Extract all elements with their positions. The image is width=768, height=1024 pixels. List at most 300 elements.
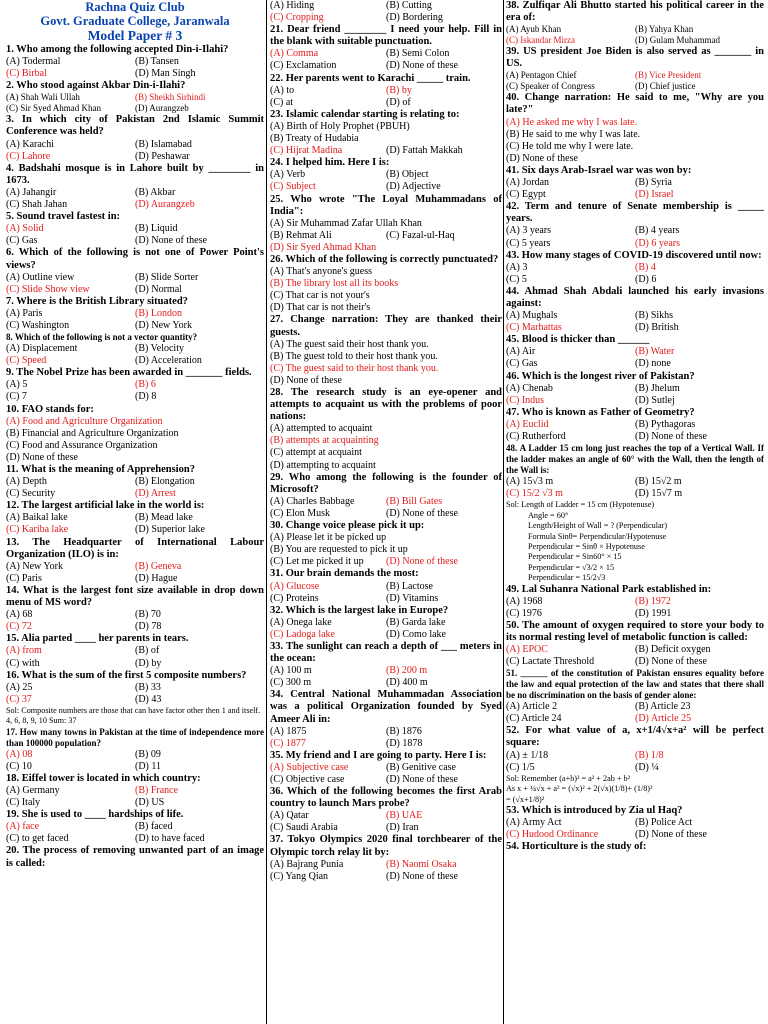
option: (B) Financial and Agriculture Organization	[6, 427, 179, 439]
options-grid	[506, 644, 764, 668]
correct-option: (C) Iskandar Mirza	[506, 35, 575, 46]
question-text: 49. Lal Suhanra National Park established in:	[506, 583, 712, 595]
options-grid	[6, 379, 264, 403]
option: (A) Karachi	[6, 138, 55, 150]
option: (B) Mead lake	[135, 512, 193, 524]
option: (C) Exclamation	[270, 60, 337, 72]
question-block	[270, 641, 502, 689]
option: (D) Vitamins	[386, 592, 439, 604]
correct-option: (D) Aurangzeb	[135, 199, 195, 211]
correct-option: (B) Water	[635, 346, 675, 358]
question-text: 18. Eiffel tower is located in which country:	[6, 772, 201, 784]
question-block	[6, 809, 264, 845]
option: (D) 1878	[386, 737, 423, 749]
options-grid	[6, 645, 264, 669]
option: (D) Hague	[135, 572, 178, 584]
option: (B) 15√2 m	[635, 476, 682, 488]
option: (C) Italy	[6, 797, 41, 809]
option: (B) Syria	[635, 177, 672, 189]
question-block	[6, 464, 264, 500]
option: (D) None of these	[270, 374, 342, 386]
option: (D) none	[635, 358, 671, 370]
options-grid	[270, 218, 502, 254]
correct-option: (A) from	[6, 645, 42, 657]
option: (D) None of these	[386, 774, 458, 785]
question-block	[6, 773, 264, 809]
solution-line: Length/Height of Wall = ? (Perpendicular)	[528, 521, 668, 531]
solution-line: = (√x+1/8)²	[506, 794, 545, 804]
question-text: 51. ______ of the constitution of Pakistan ensures equality before the law and equal protection of the law and states that there shall be no discrimination on the basis of gender alone:	[506, 668, 764, 701]
option: (D) British	[635, 322, 679, 334]
option: (A) That's anyone's guess	[270, 266, 373, 278]
question-block	[6, 114, 264, 162]
option: (D) 8	[135, 391, 157, 403]
question-text: 9. The Nobel Prize has been awarded in _______ fields.	[6, 367, 252, 379]
solution-line: Sol: Composite numbers are those that can have factor other then 1 and itself.	[6, 705, 261, 715]
option: (C) Sir Syed Ahmad Khan	[6, 103, 101, 114]
correct-option: (C) Marhattas	[506, 322, 562, 334]
question-text: 11. What is the meaning of Apprehension?	[6, 464, 195, 475]
options-grid	[6, 223, 264, 247]
options-grid	[270, 423, 502, 471]
question-block	[506, 92, 764, 165]
options-grid	[6, 609, 264, 633]
option: (D) None of these	[635, 829, 707, 841]
question-block	[6, 211, 264, 247]
options-grid	[270, 169, 502, 193]
options-grid	[6, 92, 264, 114]
question-text: 30. Change voice please pick it up:	[270, 520, 425, 532]
question-block	[506, 407, 764, 443]
option: (C) 1/5	[506, 761, 535, 773]
option: (A) 3	[506, 261, 528, 273]
correct-option: (C) Hudood Ordinance	[506, 829, 599, 841]
option: (C) attempt at acquaint	[270, 447, 362, 459]
question-text: 24. I helped him. Here I is:	[270, 157, 390, 169]
option: (B) Article 23	[635, 701, 691, 713]
option: (C) Proteins	[270, 592, 319, 604]
question-text: 38. Zulfiqar Ali Bhutto started his political career in the era of:	[506, 0, 764, 24]
option: (B) You are requested to pick it up	[270, 544, 408, 556]
question-block	[270, 568, 502, 604]
solution-line: Angle = 60°	[528, 510, 569, 520]
option: (D) Fattah Makkah	[386, 145, 463, 157]
correct-option: (B) 200 m	[386, 665, 428, 677]
question-text: 36. Which of the following becomes the first Arab country to launch Mars probe?	[270, 786, 502, 810]
question-text: 4. Badshahi mosque is in Lahore built by ________ in 1673.	[6, 162, 264, 186]
correct-option: (B) 6	[135, 379, 156, 391]
option: (A) ± 1/18	[506, 749, 549, 761]
correct-option: (B) by	[386, 84, 412, 96]
options-grid	[506, 262, 764, 286]
question-text: 33. The sunlight can reach a depth of ___ meters in the ocean:	[270, 640, 502, 665]
question-block	[6, 585, 264, 633]
option: (D) to have faced	[135, 833, 205, 845]
question-text: 6. Which of the following is not one of Power Point's views?	[6, 247, 264, 271]
question-block	[6, 537, 264, 585]
option: (D) 400 m	[386, 677, 428, 689]
question-block	[270, 834, 502, 882]
correct-option: (B) Sheikh Sirhindi	[135, 92, 206, 103]
option: (B) Genitive case	[386, 761, 456, 773]
options-grid	[6, 416, 264, 464]
correct-option: (D) Israel	[635, 189, 674, 201]
question-text: 45. Blood is thicker than ______	[506, 334, 650, 346]
question-block	[506, 725, 764, 805]
option: (A) Bajrang Punia	[270, 858, 344, 870]
option: (C) Gas	[6, 235, 38, 247]
option: (C) Washington	[6, 319, 70, 331]
correct-option: (A) Comma	[270, 48, 319, 60]
question-block	[506, 250, 764, 286]
option: (A) Germany	[6, 784, 60, 796]
option: (D) Gulam Muhammad	[635, 35, 720, 46]
question-block	[270, 24, 502, 72]
correct-option: (C) Kariba lake	[6, 524, 69, 536]
questions-col-1	[6, 44, 264, 870]
question-text: 25. Who wrote "The Loyal Muhammadans of India":	[270, 193, 502, 217]
correct-option: (B) Geneva	[135, 560, 182, 572]
question-block	[270, 387, 502, 472]
option: (B) 70	[135, 609, 161, 621]
option: (A) Army Act	[506, 817, 562, 829]
question-block	[6, 500, 264, 536]
question-text: 39. US president Joe Biden is also served as _______ in US.	[506, 46, 764, 70]
option: (C) Food and Assurance Organization	[6, 439, 158, 451]
solution-line: Perpendicular = 15/2√3	[528, 573, 606, 583]
correct-option: (C) Slide Show view	[6, 283, 90, 295]
question-text: 54. Horticulture is the study of:	[506, 841, 647, 853]
solution-line: Perpendicular = Sinθ × Hypotenuse	[528, 541, 645, 551]
question-block	[6, 296, 264, 332]
option: (A) Onega lake	[270, 616, 332, 628]
option: (A) Mughals	[506, 310, 558, 322]
option: (B) Islamabad	[135, 138, 192, 150]
option: (B) Tansen	[135, 56, 179, 68]
option: (A) to	[270, 84, 295, 96]
option: (A) Shah Wali Ullah	[6, 92, 80, 103]
question-text: 8. Which of the following is not a vector quantity?	[6, 332, 198, 343]
question-text: 48. A Ladder 15 cm long just reaches the top of a Vertical Wall. If the ladder makes an angle of 60° with the Wall, then the length of the Wall is:	[506, 443, 764, 476]
option: (B) Sikhs	[635, 310, 674, 322]
correct-option: (C) The guest said to their host thank you.	[270, 362, 439, 374]
question-block	[270, 520, 502, 568]
options-grid	[270, 726, 502, 750]
option: (B) Slide Sorter	[135, 271, 199, 283]
question-text: 29. Who among the following is the founder of Microsoft?	[270, 471, 502, 495]
correct-option: (D) Arrest	[135, 488, 176, 500]
option: (C) Speaker of Congress	[506, 81, 595, 92]
option: (D) New York	[135, 319, 192, 331]
correct-option: (C) Lahore	[6, 150, 51, 162]
option: (C) Gas	[506, 358, 538, 370]
options-grid	[270, 617, 502, 641]
question-text: 7. Where is the British Library situated?	[6, 295, 188, 307]
correct-option: (B) 1/8	[635, 749, 664, 761]
options-grid	[6, 821, 264, 845]
options-grid	[6, 56, 264, 80]
options-grid	[270, 532, 502, 568]
solution-line: Perpendicular = Sin60° × 15	[528, 552, 622, 562]
option: (D) Peshawar	[135, 150, 190, 162]
question-block	[6, 247, 264, 295]
correct-option: (D) None of these	[386, 556, 458, 568]
correct-option: (B) The library lost all its books	[270, 278, 399, 290]
options-grid	[6, 187, 264, 211]
paper-title: Model Paper # 3	[87, 28, 183, 43]
club-name: Rachna Quiz Club	[85, 0, 185, 14]
option: (C) 5 years	[506, 237, 551, 249]
question-block	[506, 805, 764, 841]
options-grid	[270, 339, 502, 387]
option: (B) Object	[386, 169, 429, 181]
column-2	[270, 0, 502, 1024]
question-block	[506, 584, 764, 620]
options-grid	[506, 476, 764, 500]
option: (B) Yahya Khan	[635, 24, 694, 35]
option: (A) Qatar	[270, 810, 309, 822]
correct-option: (A) EPOC	[506, 644, 548, 655]
option: (D) None of these	[506, 152, 578, 164]
options-grid	[506, 596, 764, 620]
option: (B) Pythagoras	[635, 418, 696, 430]
option: (A) Todermal	[6, 56, 61, 68]
option: (C) Elon Musk	[270, 507, 330, 519]
options-grid	[506, 383, 764, 407]
question-text: 34. Central National Muhammadan Association was a political Organization founded by Syed Ameer Ali in:	[270, 689, 502, 725]
question-block	[270, 605, 502, 641]
options-grid	[6, 343, 264, 367]
option: (B) Treaty of Hudabia	[270, 133, 359, 145]
question-text: 16. What is the sum of the first 5 composite numbers?	[6, 669, 247, 681]
correct-option: (A) Solid	[6, 223, 44, 235]
option: (D) of	[386, 96, 411, 108]
question-block	[270, 109, 502, 157]
correct-option: (C) Speed	[6, 355, 47, 367]
option: (A) Jordan	[506, 177, 550, 189]
college-name: Govt. Graduate College, Jaranwala	[40, 14, 230, 28]
option: (A) New York	[6, 560, 63, 572]
options-grid	[6, 272, 264, 296]
option: (D) None of these	[386, 60, 458, 72]
correct-option: (C) 72	[6, 621, 32, 633]
question-block	[6, 80, 264, 114]
question-text: 13. The Headquarter of International Labour Organization (ILO) is in:	[6, 536, 264, 560]
option: (A) Sir Muhammad Zafar Ullah Khan	[270, 217, 422, 229]
option: (C) 300 m	[270, 677, 312, 689]
option: (A) 15√3 m	[506, 476, 554, 488]
question-block	[270, 157, 502, 193]
correct-option: (D) Article 25	[635, 713, 692, 725]
options-grid	[270, 85, 502, 109]
correct-option: (A) Euclid	[506, 418, 549, 430]
option: (D) None of these	[135, 235, 207, 247]
option: (A) Charles Babbage	[270, 495, 355, 507]
options-grid	[270, 48, 502, 72]
option: (A) Birth of Holy Prophet (PBUH)	[270, 120, 410, 132]
option: (B) 09	[135, 748, 161, 760]
option: (D) Como lake	[386, 628, 446, 640]
option: (D) That car is not their's	[270, 302, 371, 314]
correct-option: (B) 1972	[635, 595, 671, 607]
correct-option: (D) 6 years	[635, 237, 680, 249]
option: (C) 7	[6, 391, 27, 403]
question-text: 43. How many stages of COVID-19 discovered until now:	[506, 249, 762, 261]
solution-line: Sol: Remember (a+b)² = a² + 2ab + b²	[506, 773, 631, 783]
option: (A) Chenab	[506, 382, 553, 394]
option: (D) None of these	[386, 870, 458, 882]
question-text: 2. Who stood against Akbar Din-i-Ilahi?	[6, 80, 186, 92]
option: (A) 1968	[506, 595, 543, 607]
options-grid	[6, 308, 264, 332]
option: (D) Aurangzeb	[135, 103, 189, 114]
option: (C) He told me why I were late.	[506, 140, 634, 152]
question-text: 27. Change narration: They are thanked their guests.	[270, 314, 502, 338]
question-block	[270, 194, 502, 254]
option: (B) 33	[135, 681, 161, 693]
question-text: 50. The amount of oxygen required to store your body to its normal resting level of metabolic function is called:	[506, 619, 764, 643]
options-grid	[6, 682, 264, 706]
option: (D) 78	[135, 621, 162, 633]
option: (C) Rutherford	[506, 431, 566, 442]
option: (D) None of these	[386, 507, 458, 519]
option: (C) Security	[6, 488, 56, 500]
option: (C) Yang Qian	[270, 870, 329, 882]
options-grid	[506, 177, 764, 201]
option: (C) Saudi Arabia	[270, 822, 338, 834]
option: (A) The guest said their host thank you.	[270, 338, 429, 350]
options-grid	[270, 665, 502, 689]
column-divider	[503, 0, 504, 1024]
question-block	[506, 201, 764, 249]
option: (B) Liquid	[135, 223, 178, 235]
question-block	[506, 286, 764, 334]
question-text: 32. Which is the largest lake in Europe?	[270, 604, 449, 616]
options-grid	[506, 750, 764, 774]
question-text: 21. Dear friend ________ I need your help. Fill in the blank with suitable punctuation.	[270, 24, 502, 48]
option: (A) Displacement	[6, 343, 78, 355]
question-block	[270, 314, 502, 387]
option: (A) Verb	[270, 169, 306, 181]
column-divider	[266, 0, 267, 1024]
correct-option: (A) face	[6, 821, 40, 833]
option: (D) Superior lake	[135, 524, 205, 536]
option: (D) 11	[135, 760, 162, 772]
option: (B) Deficit oxygen	[635, 644, 711, 655]
correct-option: (B) attempts at acquainting	[270, 435, 379, 447]
options-grid	[270, 121, 502, 157]
question-block	[6, 44, 264, 80]
option: (D) Bordering	[386, 12, 443, 24]
correct-option: (C) 15/2 √3 m	[506, 488, 563, 500]
question-block	[270, 73, 502, 109]
option: (B) Jhelum	[635, 382, 680, 394]
option: (A) attempted to acquaint	[270, 423, 373, 435]
options-grid	[506, 817, 764, 841]
question-text: 28. The research study is an eye-opener and attempts to acquaint us with the problems of poor nations:	[270, 387, 502, 423]
question-block	[506, 0, 764, 46]
question-text: 53. Which is introduced by Zia ul Haq?	[506, 804, 683, 816]
correct-option: (A) Glucose	[270, 580, 320, 592]
question-text: 31. Our brain demands the most:	[270, 568, 419, 580]
options-grid	[506, 310, 764, 334]
question-block	[506, 165, 764, 201]
option: (D) 43	[135, 693, 162, 705]
option: (B) 1876	[386, 725, 422, 737]
solution-line: Formula Sinθ= Perpendicular/Hypotenuse	[528, 531, 667, 541]
question-text: 40. Change narration: He said to me, "Why are you late?"	[506, 92, 764, 116]
option: (A) Article 2	[506, 701, 558, 713]
question-block	[506, 841, 764, 853]
question-text: 41. Six days Arab-Israel war was won by:	[506, 164, 692, 176]
option: (B) Semi Colon	[386, 48, 450, 60]
question-text: 1. Who among the following accepted Din-i-Ilahi?	[6, 44, 229, 55]
question-text: 44. Ahmad Shah Abdali launched his early invasions against:	[506, 285, 764, 309]
solution-line: Sol: Length of Ladder = 15 cm (Hypotenuse)	[506, 500, 655, 510]
correct-option: (B) Naomi Osaka	[386, 858, 457, 870]
question-text: 42. Term and tenure of Senate membership is _____ years.	[506, 201, 764, 225]
question-block	[6, 163, 264, 211]
option: (D) 1991	[635, 607, 672, 619]
question-text: 26. Which of the following is correctly punctuated?	[270, 253, 499, 265]
option: (A) Air	[506, 346, 536, 358]
option: (D) Man Singh	[135, 68, 196, 80]
option: (D) None of these	[6, 451, 78, 463]
question-text: 19. She is used to ____ hardships of life.	[6, 809, 184, 821]
option: (D) Sutlej	[635, 394, 675, 406]
question-block	[270, 786, 502, 834]
correct-option: (B) Vice President	[635, 70, 702, 81]
correct-option: (B) Bill Gates	[386, 495, 443, 507]
option: (C) 5	[506, 273, 527, 285]
option: (A) Paris	[6, 307, 43, 319]
option: (C) at	[270, 96, 294, 108]
correct-option: (C) Subject	[270, 181, 316, 193]
question-text: 37. Tokyo Olympics 2020 final torchbearer of the Olympic torch relay lit by:	[270, 834, 502, 858]
option: (A) Baikal lake	[6, 512, 68, 524]
question-block	[506, 668, 764, 725]
options-grid	[506, 346, 764, 370]
correct-option: (C) Indus	[506, 394, 545, 406]
options-grid	[506, 70, 764, 92]
question-text: 47. Who is known as Father of Geometry?	[506, 406, 695, 418]
option: (D) None of these	[635, 431, 707, 442]
option: (D) by	[135, 657, 162, 669]
option: (A) 68	[6, 609, 33, 621]
option: (C) with	[6, 657, 40, 669]
option: (D) None of these	[635, 656, 707, 668]
options-grid	[6, 139, 264, 163]
option: (A) Hiding	[270, 0, 315, 11]
option: (D) 6	[635, 273, 657, 285]
option: (C) Fazal-ul-Haq	[386, 229, 455, 241]
option: (A) Ayub Khan	[506, 24, 562, 35]
option: (B) 4 years	[635, 225, 680, 237]
question-block	[270, 472, 502, 520]
options-grid	[270, 266, 502, 314]
option: (A) Outline view	[6, 271, 75, 283]
option: (A) 1875	[270, 725, 307, 737]
question-text: 20. The process of removing unwanted part of an image is called:	[6, 845, 264, 869]
option: (D) Normal	[135, 283, 182, 295]
question-text: 22. Her parents went to Karachi _____ train.	[270, 72, 471, 84]
question-block	[506, 334, 764, 370]
options-grid	[506, 419, 764, 443]
question-block	[6, 332, 264, 367]
question-block	[6, 633, 264, 669]
option: (B) He said to me why I was late.	[506, 128, 641, 140]
options-grid	[6, 749, 264, 773]
